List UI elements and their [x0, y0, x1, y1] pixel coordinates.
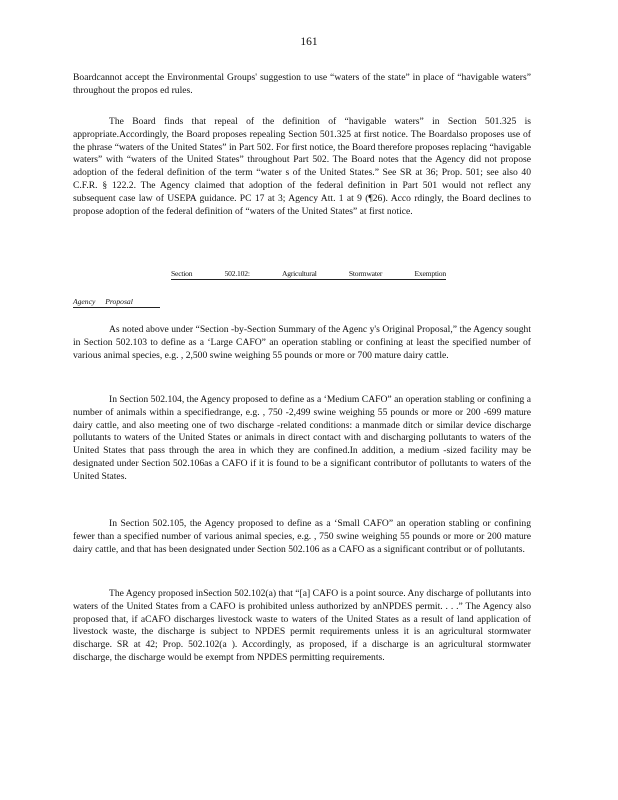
paragraph-point-source: [73, 588, 531, 665]
paragraph-board-finds: [73, 116, 531, 218]
paragraph-text: As noted above under “Section -by-Section Summary of the Agenc y's Original Proposal,” the Agency sought in Section 502.103 to define as a ‘Large CAFO” an operation stabling or confining at least the specified number of various animal species, e.g. , 2,500 swine weighing 55 pounds or more or 700 mature dairy cattle.: [73, 324, 531, 361]
paragraph-text: The Agency proposed inSection 502.102(a) that “[a] CAFO is a point source. Any discharge of pollutants into waters of the United States from a CAFO is prohibited unless authorized by anNPDES permit. . . .” The Agency also proposed that, if aCAFO discharges livestock waste to waters of the United States as a result of land application of livestock waste, the discharge is subject to NPDES permit requirements unless it is an agricultural stormwater discharge. SR at 42; Prop. 502.102(a ). Accordingly, as proposed, if a discharge is an agricultural stormwater discharge, the discharge would be exempt from NPDES permitting requirements.: [73, 588, 531, 663]
page-number: 161: [300, 36, 318, 48]
heading-word: 502.102:: [224, 269, 250, 278]
paragraph-text: Boardcannot accept the Environmental Groups' suggestion to use “waters of the state” in place of “havigable waters” throughout the propos ed rules.: [73, 72, 531, 96]
heading-word: Agricultural: [281, 269, 317, 278]
heading-word: Exemption: [414, 269, 446, 278]
heading-word: Stormwater: [348, 269, 383, 278]
heading-word: Section: [171, 269, 193, 278]
paragraph-small-cafo: [73, 518, 531, 556]
paragraph-text: The Board finds that repeal of the definition of “havigable waters” in Section 501.325 is appropriate.Accordingly, the Board proposes repealing Section 501.325 at first notice. The Boardalso proposes use of the phrase “waters of the United States” in Part 502. For first notice, the Board therefore proposes replacing “havigable waters” with “waters of the United States” throughout Part 502. The Board notes that the Agency did not propose adoption of the federal definition of the term “water s of the United States.” See SR at 36; Prop. 501; see also 40 C.F.R. § 122.2. The Agency claimed that adoption of the federal definition in Part 501 would not reflect any subsequent case law of USEPA guidance. PC 17 at 3; Agency Att. 1 at 9 (¶26). Acco rdingly, the Board declines to propose adoption of the federal definition of “waters of the United States” at first notice.: [73, 116, 531, 217]
paragraph-large-cafo: [73, 324, 531, 362]
paragraph-medium-cafo: [73, 394, 531, 484]
paragraph-text: In Section 502.105, the Agency proposed to define as a ‘Small CAFO” an operation stabling or confining fewer than a specified number of various animal species, e.g. , 750 swine weighing 55 pounds or more or 200 mature dairy cattle, and that has been designated under Section 502.106 as a CAFO as a significant contribut or of pollutants.: [73, 518, 531, 555]
subheading-agency-proposal: Agency Proposal: [73, 297, 160, 308]
paragraph-text: In Section 502.104, the Agency proposed to define as a ‘Medium CAFO” an operation stabling or confining a number of animals within a specifiedrange, e.g. , 750 -2,499 swine weighing 55 pounds or more or 200 -699 mature dairy cattle, and also meeting one of two discharge -related conditions: a manmade ditch or similar device discharge pollutants to waters of the United States or animals in direct contact with and discharging pollutants to waters of the United States that pass through the area in which they are confined.In addition, a medium -sized facility may be designated under Section 502.106as a CAFO if it is found to be a significant contributor of pollutants to waters of the United States.: [73, 394, 531, 482]
section-heading: [171, 269, 446, 280]
paragraph-continuation: [73, 72, 531, 98]
